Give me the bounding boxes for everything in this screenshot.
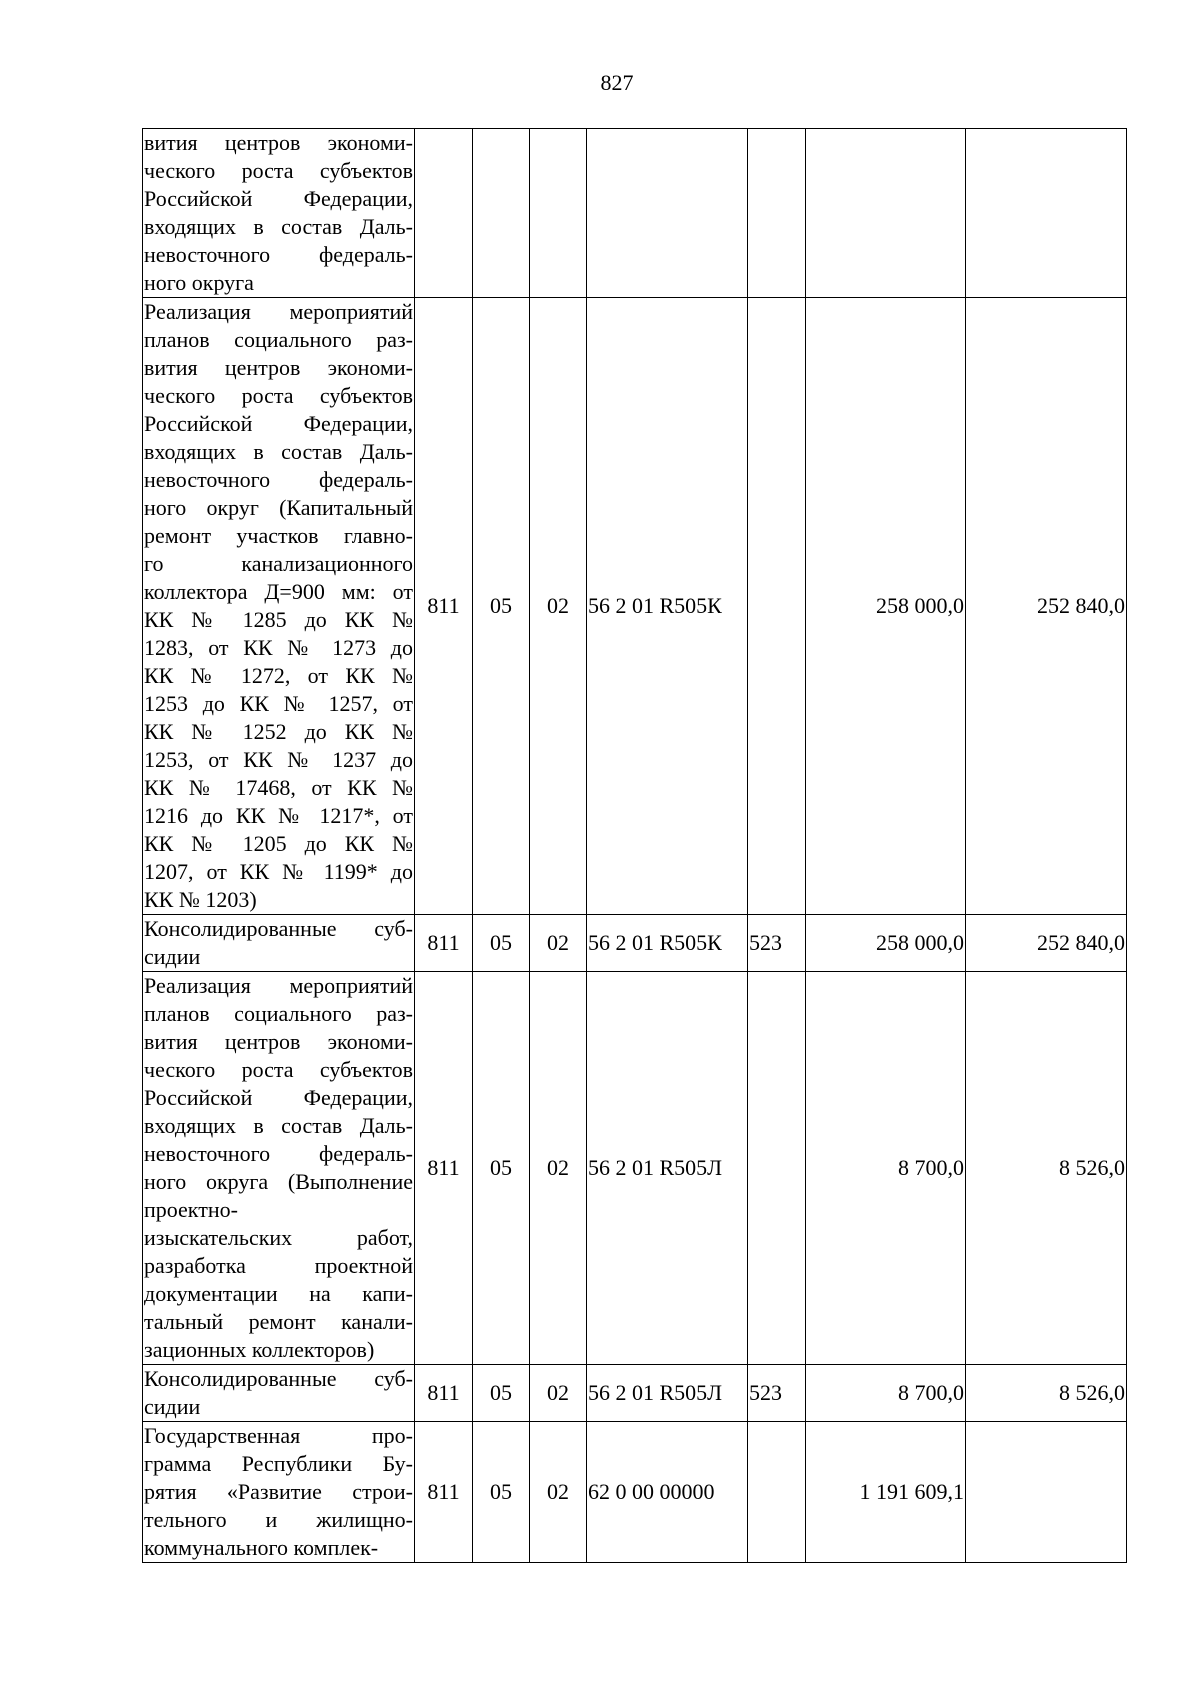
item-name-line: 1216 до КК № 1217*, от	[144, 803, 413, 828]
item-name-cell	[143, 915, 415, 972]
item-name-line: тальный ремонт канали-	[144, 1309, 413, 1334]
table-row	[143, 129, 1127, 298]
item-name-line: Реализация мероприятий	[144, 299, 413, 324]
section-cell: 05	[473, 972, 530, 1365]
item-name-line: сидии	[144, 944, 201, 969]
item-name-line: КК № 1272, от КК №	[144, 663, 413, 688]
amount-2-cell: 8 526,0	[966, 1365, 1127, 1422]
subsection-cell: 02	[530, 298, 587, 915]
item-name-line: 1253 до КК № 1257, от	[144, 691, 413, 716]
item-name-line: невосточного федераль-	[144, 467, 413, 492]
section-cell: 05	[473, 298, 530, 915]
amount-1-cell: 8 700,0	[806, 1365, 966, 1422]
item-name-line: Консолидированные суб-	[144, 1366, 413, 1391]
item-name-line: невосточного федераль-	[144, 1141, 413, 1166]
item-name-line: вития центров экономи-	[144, 355, 413, 380]
item-name-line: входящих в состав Даль-	[144, 1113, 413, 1138]
page-number: 827	[600, 70, 634, 95]
amount-2-cell	[966, 129, 1127, 298]
item-name-line: вития центров экономи-	[144, 130, 413, 155]
subsection-cell: 02	[530, 1365, 587, 1422]
subsection-cell	[530, 129, 587, 298]
item-name-line: ческого роста субъектов	[144, 383, 413, 408]
subsection-cell: 02	[530, 915, 587, 972]
budget-table-body	[143, 129, 1127, 1563]
item-name-line: ческого роста субъектов	[144, 158, 413, 183]
item-name-line: входящих в состав Даль-	[144, 214, 413, 239]
ved-cell: 811	[415, 298, 473, 915]
ved-cell: 811	[415, 915, 473, 972]
item-name-line: ремонт участков главно-	[144, 523, 413, 548]
section-cell: 05	[473, 915, 530, 972]
target-article-cell	[587, 129, 748, 298]
table-row	[143, 1365, 1127, 1422]
target-article-cell: 56 2 01 R505К	[587, 915, 748, 972]
ved-cell	[415, 129, 473, 298]
item-name-line: сидии	[144, 1394, 201, 1419]
item-name-line: планов социального раз-	[144, 1001, 413, 1026]
item-name-line: коммунального комплек-	[144, 1535, 379, 1560]
amount-1-cell: 8 700,0	[806, 972, 966, 1365]
amount-2-cell: 8 526,0	[966, 972, 1127, 1365]
section-cell: 05	[473, 1422, 530, 1563]
item-name-line: проектно-	[144, 1197, 238, 1222]
ved-cell: 811	[415, 972, 473, 1365]
expense-type-cell: 523	[748, 1365, 806, 1422]
target-article-cell: 62 0 00 00000	[587, 1422, 748, 1563]
amount-2-cell	[966, 1422, 1127, 1563]
item-name-line: рятия «Развитие строи-	[144, 1479, 413, 1504]
item-name-line: вития центров экономи-	[144, 1029, 413, 1054]
table-row	[143, 915, 1127, 972]
item-name-line: 1283, от КК № 1273 до	[144, 635, 413, 660]
item-name-line: КК № 1203)	[144, 887, 257, 912]
amount-1-cell: 1 191 609,1	[806, 1422, 966, 1563]
table-row	[143, 972, 1127, 1365]
item-name-line: Реализация мероприятий	[144, 973, 413, 998]
item-name-line: Российской Федерации,	[144, 186, 413, 211]
item-name-line: го канализационного	[144, 551, 413, 576]
item-name-cell	[143, 1422, 415, 1563]
amount-1-cell: 258 000,0	[806, 915, 966, 972]
item-name-line: КК № 17468, от КК №	[144, 775, 413, 800]
item-name-cell	[143, 1365, 415, 1422]
item-name-line: ческого роста субъектов	[144, 1057, 413, 1082]
expense-type-cell	[748, 298, 806, 915]
table-row	[143, 298, 1127, 915]
item-name-line: невосточного федераль-	[144, 242, 413, 267]
item-name-line: 1207, от КК № 1199* до	[144, 859, 413, 884]
item-name-line: ного округ (Капитальный	[144, 495, 413, 520]
item-name-line: грамма Республики Бу-	[144, 1451, 413, 1476]
item-name-line: КК № 1285 до КК №	[144, 607, 413, 632]
item-name-line: ного округа (Выполнение	[144, 1169, 413, 1194]
item-name-line: изыскательских работ,	[144, 1225, 413, 1250]
item-name-cell	[143, 298, 415, 915]
section-cell: 05	[473, 1365, 530, 1422]
item-name-line: Консолидированные суб-	[144, 916, 413, 941]
amount-2-cell: 252 840,0	[966, 298, 1127, 915]
ved-cell: 811	[415, 1365, 473, 1422]
amount-2-cell: 252 840,0	[966, 915, 1127, 972]
target-article-cell: 56 2 01 R505К	[587, 298, 748, 915]
item-name-cell	[143, 972, 415, 1365]
item-name-line: входящих в состав Даль-	[144, 439, 413, 464]
item-name-line: зационных коллекторов)	[144, 1337, 375, 1362]
item-name-line: КК № 1205 до КК №	[144, 831, 413, 856]
expense-type-cell	[748, 129, 806, 298]
item-name-line: Российской Федерации,	[144, 1085, 413, 1110]
item-name-line: ного округа	[144, 270, 254, 295]
item-name-line: Российской Федерации,	[144, 411, 413, 436]
item-name-line: разработка проектной	[144, 1253, 413, 1278]
item-name-line: 1253, от КК № 1237 до	[144, 747, 413, 772]
amount-1-cell: 258 000,0	[806, 298, 966, 915]
subsection-cell: 02	[530, 972, 587, 1365]
expense-type-cell	[748, 972, 806, 1365]
item-name-line: планов социального раз-	[144, 327, 413, 352]
item-name-line: тельного и жилищно-	[144, 1507, 413, 1532]
subsection-cell: 02	[530, 1422, 587, 1563]
amount-1-cell	[806, 129, 966, 298]
item-name-line: коллектора Д=900 мм: от	[144, 579, 413, 604]
item-name-line: документации на капи-	[144, 1281, 413, 1306]
ved-cell: 811	[415, 1422, 473, 1563]
table-row	[143, 1422, 1127, 1563]
target-article-cell: 56 2 01 R505Л	[587, 972, 748, 1365]
expense-type-cell: 523	[748, 915, 806, 972]
section-cell	[473, 129, 530, 298]
target-article-cell: 56 2 01 R505Л	[587, 1365, 748, 1422]
item-name-cell	[143, 129, 415, 298]
item-name-line: КК № 1252 до КК №	[144, 719, 413, 744]
budget-table	[142, 128, 1127, 1563]
item-name-line: Государственная про-	[144, 1423, 413, 1448]
expense-type-cell	[748, 1422, 806, 1563]
